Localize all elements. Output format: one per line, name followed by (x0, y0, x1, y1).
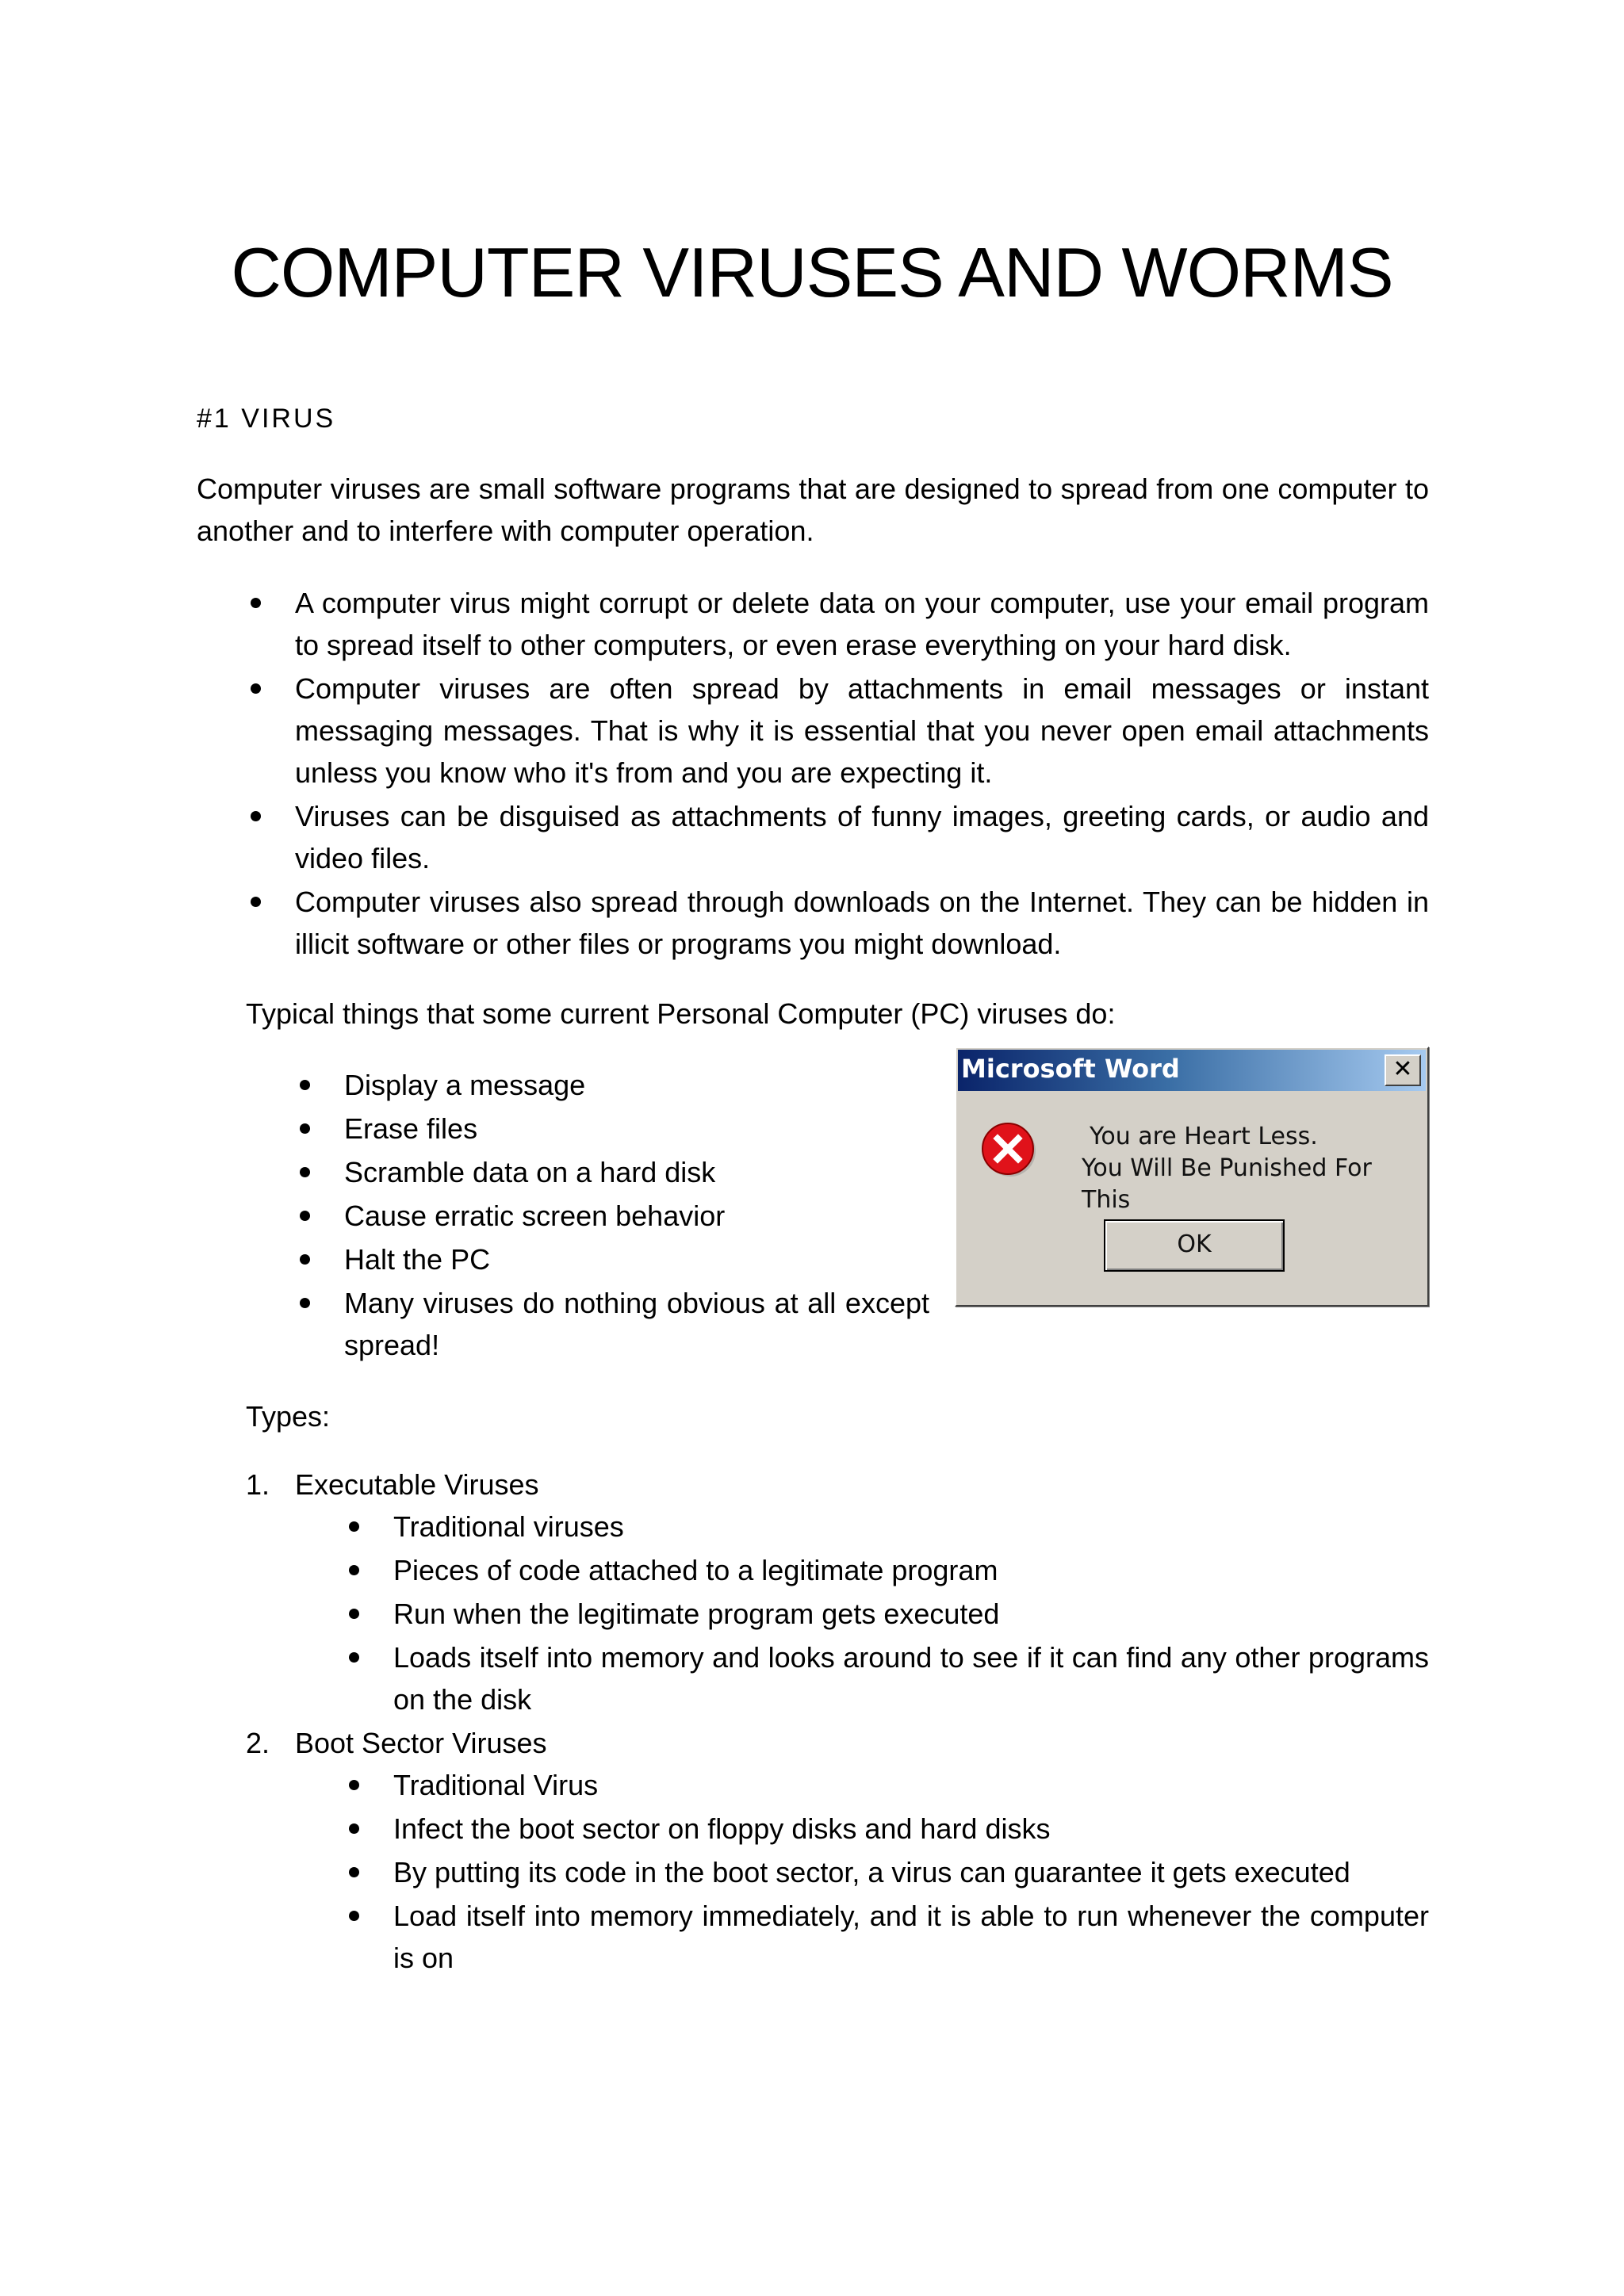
bullet-icon (349, 1652, 359, 1663)
list-item (393, 1506, 1429, 1548)
list-item-text: Computer viruses also spread through downloads on the Internet. They can be hidden in illicit software or other files or programs you might download. (295, 886, 1429, 960)
virus-facts-list (295, 582, 1429, 966)
list-item (344, 1195, 929, 1237)
document-title: COMPUTER VIRUSES AND WORMS (231, 233, 1393, 312)
list-item-text: Traditional Virus (393, 1769, 599, 1801)
list-item-text: Pieces of code attached to a legitimate program (393, 1554, 998, 1586)
list-item-text: Run when the legitimate program gets executed (393, 1598, 1000, 1630)
bullet-icon (349, 1565, 359, 1575)
list-item-text: Scramble data on a hard disk (344, 1156, 716, 1188)
list-item (344, 1238, 929, 1280)
list-item-text: Computer viruses are often spread by attachments in email messages or instant messaging messages. That is why it is essential that you never open email attachments unless you know who it's from and you are expecting it. (295, 672, 1429, 789)
list-item (344, 1064, 929, 1106)
dialog-title: Microsoft Word (961, 1054, 1180, 1084)
types-label: Types: (246, 1400, 331, 1433)
type-item (246, 1722, 1429, 1979)
virus-types-list (246, 1464, 1429, 1980)
type-number: 2. (246, 1727, 270, 1759)
list-item (393, 1636, 1429, 1720)
error-icon (980, 1121, 1037, 1178)
bullet-icon (349, 1911, 359, 1921)
typical-things-list (344, 1064, 929, 1368)
bullet-icon (349, 1521, 359, 1532)
bullet-icon (349, 1867, 359, 1877)
close-button[interactable]: ✕ (1385, 1054, 1421, 1086)
bullet-icon (300, 1167, 310, 1177)
bullet-icon (251, 811, 261, 821)
list-item (295, 881, 1429, 965)
list-item (344, 1108, 929, 1150)
section-heading: #1 VIRUS (197, 404, 336, 434)
intro-paragraph: Computer viruses are small software programs that are designed to spread from one computer to another and to interfere with computer operation. (197, 473, 1429, 547)
type-title: Executable Viruses (295, 1468, 539, 1501)
list-item-text: Many viruses do nothing obvious at all except spread! (344, 1287, 929, 1361)
bullet-icon (251, 683, 261, 694)
list-item-text: By putting its code in the boot sector, a virus can guarantee it gets executed (393, 1856, 1350, 1888)
list-item (344, 1151, 929, 1193)
list-item (393, 1593, 1429, 1635)
type-details-list (393, 1506, 1429, 1720)
list-item-text: Infect the boot sector on floppy disks and hard disks (393, 1812, 1051, 1845)
type-title: Boot Sector Viruses (295, 1727, 547, 1759)
bullet-icon (300, 1211, 310, 1221)
type-details-list (393, 1764, 1429, 1979)
bullet-icon (349, 1780, 359, 1790)
bullet-icon (349, 1609, 359, 1619)
dialog-titlebar (958, 1050, 1426, 1091)
list-item (295, 795, 1429, 879)
list-item (295, 668, 1429, 794)
dialog-message-line1: You are Heart Less. (1090, 1123, 1318, 1150)
list-item (344, 1282, 929, 1366)
bullet-icon (251, 598, 261, 608)
list-item-text: Viruses can be disguised as attachments of funny images, greeting cards, or audio and video files. (295, 800, 1429, 874)
list-item-text: A computer virus might corrupt or delete data on your computer, use your email program to spread itself to other computers, or even erase everything on your hard disk. (295, 587, 1429, 661)
list-item (393, 1808, 1429, 1850)
bullet-icon (349, 1823, 359, 1834)
bullet-icon (300, 1080, 310, 1090)
list-item-text: Traditional viruses (393, 1510, 624, 1543)
type-number: 1. (246, 1468, 270, 1501)
list-item-text: Display a message (344, 1069, 586, 1101)
dialog-message-line2: You Will Be Punished For This (1082, 1154, 1372, 1214)
bullet-icon (300, 1298, 310, 1308)
bullet-icon (251, 897, 261, 907)
typical-label: Typical things that some current Personal Computer (PC) viruses do: (246, 997, 1116, 1030)
list-item (393, 1549, 1429, 1591)
bullet-icon (300, 1123, 310, 1134)
list-item-text: Cause erratic screen behavior (344, 1200, 726, 1232)
list-item (393, 1895, 1429, 1979)
list-item (393, 1764, 1429, 1806)
error-dialog (955, 1047, 1429, 1307)
list-item-text: Load itself into memory immediately, and it is able to run whenever the computer is on (393, 1900, 1429, 1974)
ok-button[interactable]: OK (1104, 1219, 1285, 1272)
type-item (246, 1464, 1429, 1720)
list-item (295, 582, 1429, 666)
list-item-text: Loads itself into memory and looks around to see if it can find any other programs on the disk (393, 1641, 1429, 1716)
bullet-icon (300, 1254, 310, 1265)
list-item-text: Halt the PC (344, 1243, 491, 1276)
list-item-text: Erase files (344, 1112, 478, 1145)
list-item (393, 1851, 1429, 1893)
dialog-message (1082, 1121, 1427, 1216)
